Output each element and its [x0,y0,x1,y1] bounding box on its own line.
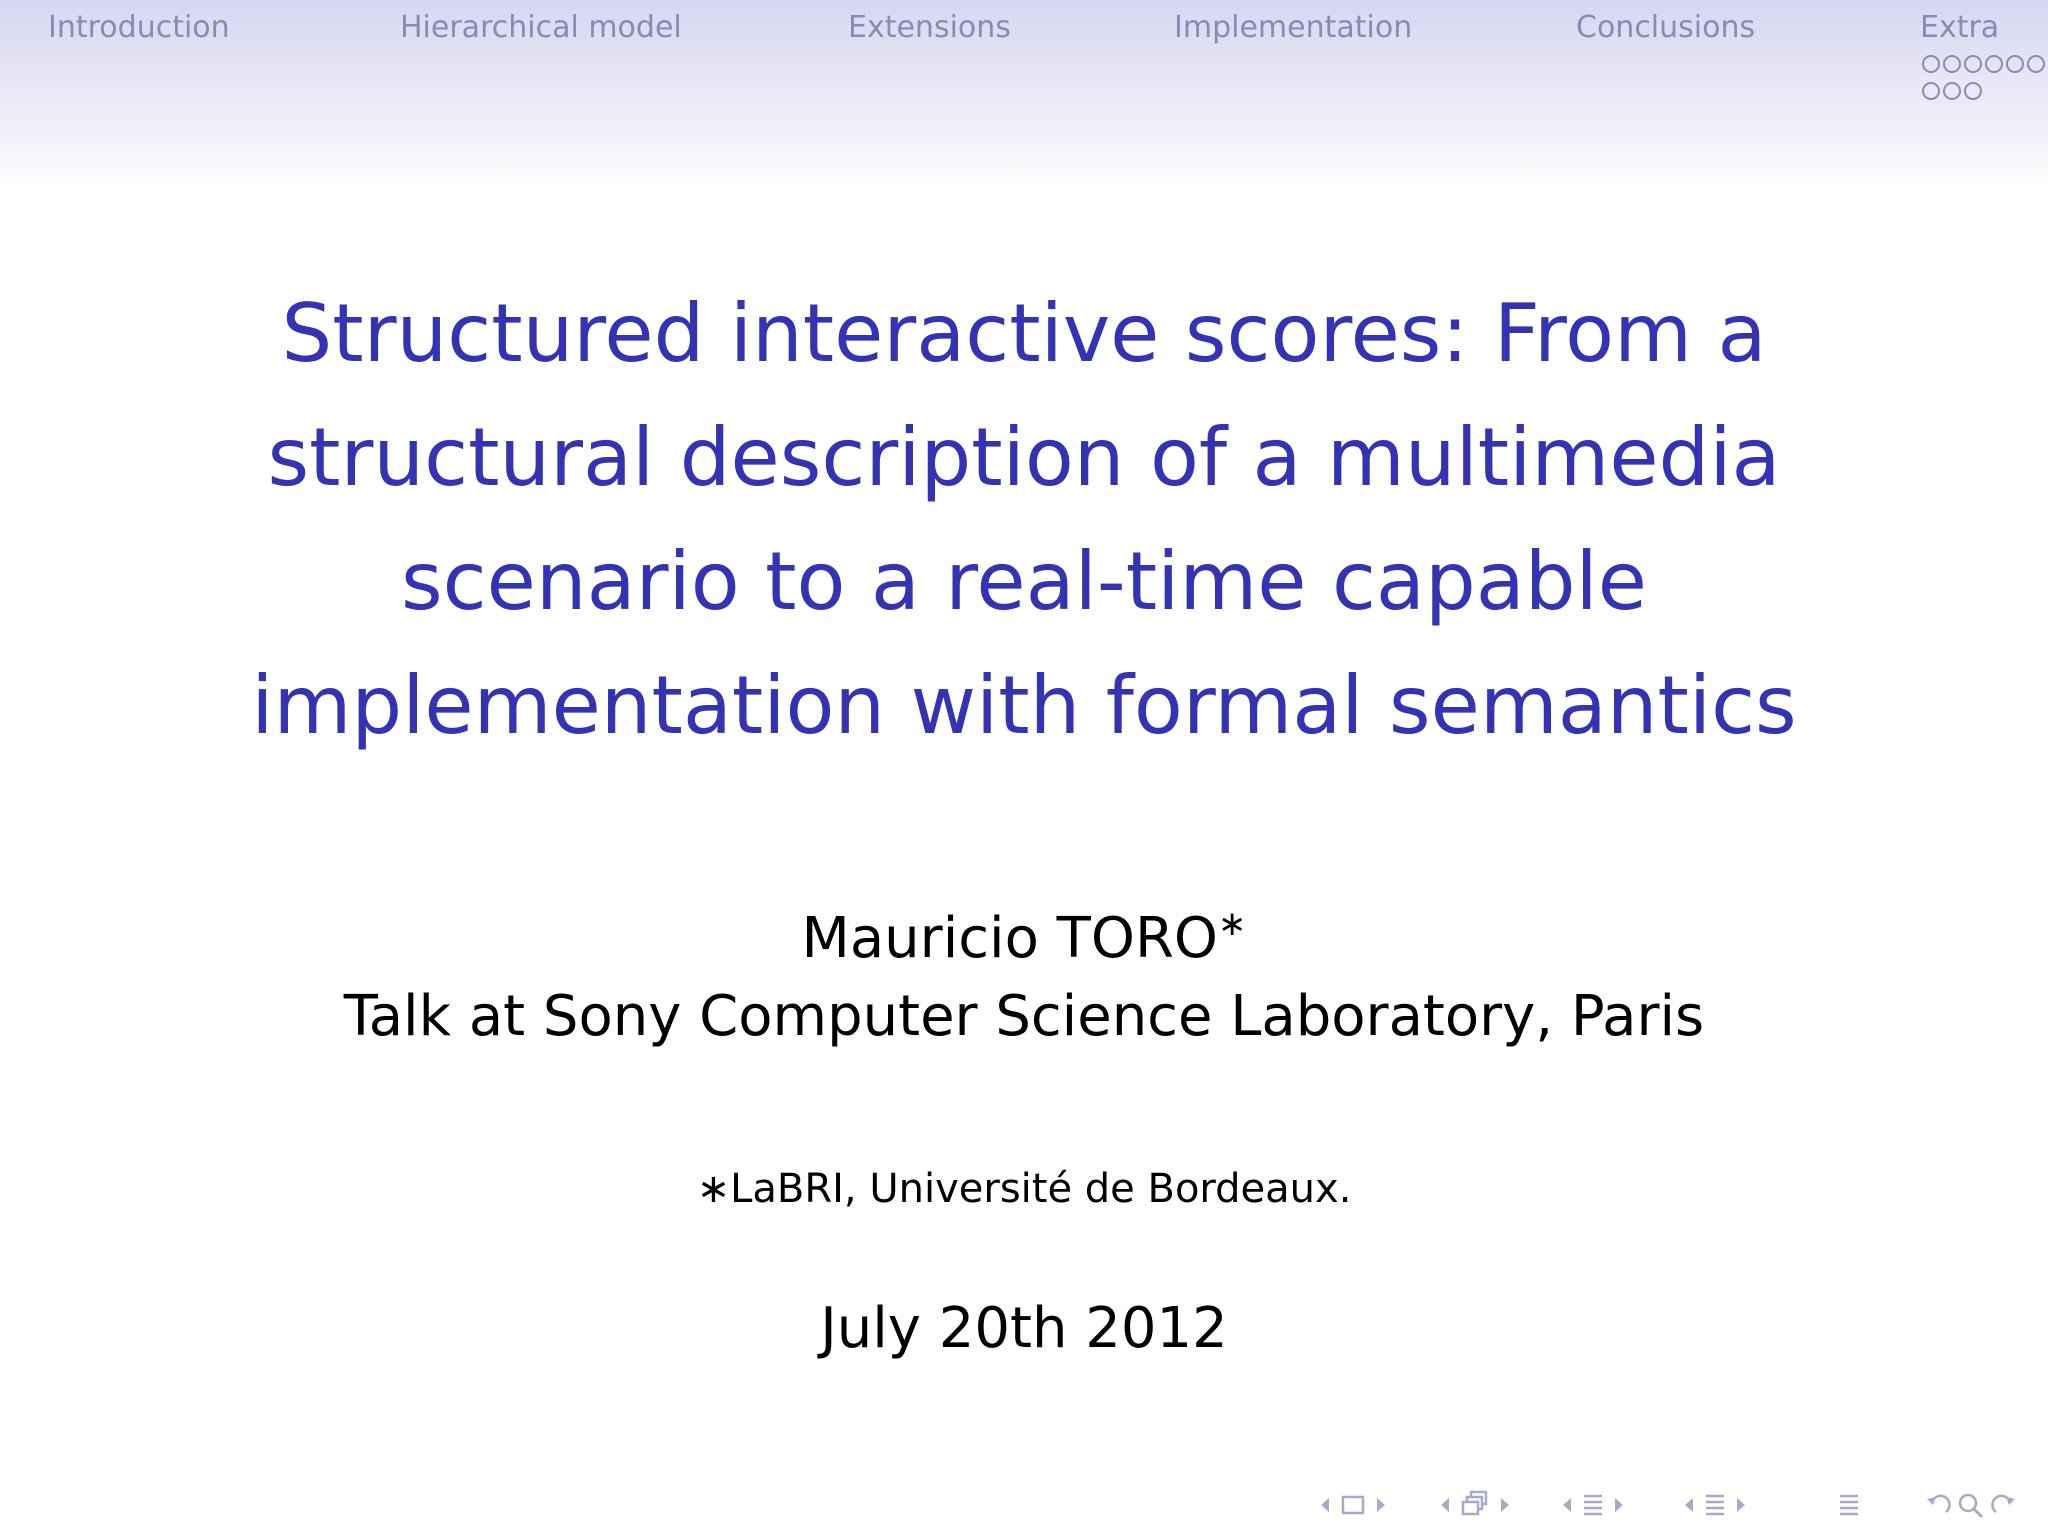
talk-date: July 20th 2012 [820,1296,1228,1361]
presentation-title [224,272,1824,768]
subsubsection-icon[interactable] [1702,1488,1728,1522]
section-prev-icon[interactable] [1560,1488,1574,1522]
subsection-icon[interactable] [1460,1488,1490,1522]
title-line: structural description of a multimedia [267,411,1781,504]
back-icon[interactable] [1924,1488,1954,1522]
frame-dot[interactable] [1943,82,1961,100]
section-icon[interactable] [1580,1488,1606,1522]
beamer-navigation-controls [1310,1488,2048,1522]
frame-dot[interactable] [1943,55,1961,73]
author-affiliation-mark: ∗ [1217,904,1247,944]
talk-venue: Talk at Sony Computer Science Laboratory, Paris [343,984,1705,1049]
frame-dot[interactable] [1985,55,2003,73]
nav-section-introduction[interactable]: Introduction [48,10,230,45]
frame-icon[interactable] [1340,1488,1366,1522]
subsection-prev-icon[interactable] [1438,1488,1452,1522]
frame-dot[interactable] [1922,55,1940,73]
frame-navigation-dots [1922,52,2048,103]
title-line: scenario to a real-time capable [401,535,1647,628]
frame-dots-row [1922,52,2048,76]
section-navigation-bar [0,0,2048,190]
institute: ∗LaBRI, Université de Bordeaux. [696,1166,1352,1212]
title-line: implementation with formal semantics [251,659,1797,752]
nav-section-extensions[interactable]: Extensions [848,10,1011,45]
nav-section-conclusions[interactable]: Conclusions [1576,10,1756,45]
frame-dot[interactable] [1964,55,1982,73]
search-icon[interactable] [1956,1488,1986,1522]
nav-section-extra[interactable]: Extra [1920,10,2000,45]
frame-dot[interactable] [1922,82,1940,100]
author [0,904,2048,971]
frame-dot[interactable] [2006,55,2024,73]
frame-dot[interactable] [1964,82,1982,100]
section-next-icon[interactable] [1612,1488,1626,1522]
nav-section-implementation[interactable]: Implementation [1174,10,1413,45]
subsubsection-prev-icon[interactable] [1682,1488,1696,1522]
subsection-next-icon[interactable] [1498,1488,1512,1522]
subsubsection-next-icon[interactable] [1734,1488,1748,1522]
frame-prev-icon[interactable] [1318,1488,1332,1522]
frame-dots-row [1922,79,2048,103]
toc-icon[interactable] [1836,1488,1862,1522]
title-line: Structured interactive scores: From a [281,287,1767,380]
forward-icon[interactable] [1988,1488,2018,1522]
nav-section-hierarchical-model[interactable]: Hierarchical model [400,10,682,45]
frame-dot[interactable] [2027,55,2045,73]
author-name: Mauricio TORO [801,906,1218,971]
frame-next-icon[interactable] [1374,1488,1388,1522]
